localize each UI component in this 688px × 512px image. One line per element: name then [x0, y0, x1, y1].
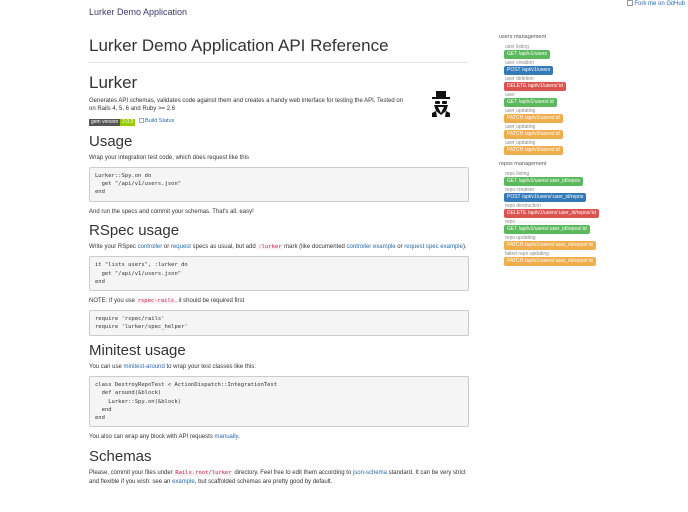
fork-me-link[interactable]	[627, 0, 685, 9]
endpoint-label: user listing	[505, 43, 529, 50]
fork-me-label: Fork me on GitHub	[634, 1, 685, 7]
repos-group-title: repos management	[499, 160, 547, 167]
minitest-heading: Minitest usage	[89, 342, 186, 360]
example-link[interactable]: example	[172, 479, 195, 486]
endpoint-row	[499, 241, 629, 251]
endpoint-link-delete[interactable]: DELETE /api/v1/users/:id	[504, 82, 566, 91]
endpoint-link-post[interactable]: POST /api/v1/users/:user_id/repos	[504, 193, 586, 202]
endpoint-label: repo listing	[505, 170, 530, 177]
text-span: ).	[462, 244, 467, 251]
text-span: directory. Feel free to edit them according to	[232, 470, 353, 477]
require-code-block: require 'rspec/rails' require 'lurker/spec_helper'	[89, 310, 469, 337]
endpoint-row	[499, 66, 629, 76]
text-span: NOTE: If you use	[89, 298, 137, 304]
schemas-text	[89, 469, 469, 487]
text-span: or	[162, 244, 171, 251]
users-group-title: users management	[499, 34, 547, 40]
text-span: , it should be required first	[175, 298, 245, 304]
endpoint-label: repo	[505, 218, 516, 225]
endpoint-link-patch[interactable]: PATCH /api/v1/users/:user_id/repos/:id	[504, 241, 596, 250]
endpoint-row	[499, 225, 629, 235]
endpoint-row	[499, 130, 629, 140]
endpoint-row	[499, 209, 629, 219]
endpoint-label: repo creation	[505, 186, 535, 193]
brand-link[interactable]: Lurker Demo Application	[89, 7, 188, 17]
lurker-mark-code: :lurker	[258, 244, 282, 251]
endpoint-row	[499, 177, 629, 187]
endpoint-row	[499, 146, 629, 156]
controller-example-link[interactable]: controller example	[346, 244, 396, 251]
minitest-around-link[interactable]: minitest-around	[123, 364, 165, 371]
endpoint-row	[499, 82, 629, 92]
rspec-code-block: it "lists users", :lurker do get "/api/v1/users.json" end	[89, 256, 469, 291]
top-navbar	[0, 0, 688, 27]
rspec-rails-code: rspec-rails	[137, 298, 175, 304]
endpoints-sidebar	[499, 33, 629, 267]
build-status-label: Build Status	[145, 118, 175, 125]
rspec-note	[89, 297, 469, 306]
endpoint-link-get[interactable]: GET /api/v1/users/:user_id/repos	[504, 177, 583, 186]
json-schema-link[interactable]: json-schema	[352, 470, 387, 477]
text-span: You can use	[89, 364, 124, 371]
broken-image-icon	[627, 0, 633, 6]
broken-image-icon	[139, 118, 144, 123]
users-endpoint-list	[499, 44, 629, 156]
endpoint-link-get[interactable]: GET /api/v1/users	[504, 50, 550, 59]
minitest-after-text	[89, 433, 469, 442]
lurker-description: Generates API schemas, validates code against them and creates a handy web interface for testing the API. Tested on on Rails 4, 5, 6 and Ruby >= 2.6	[89, 97, 404, 113]
rspec-heading: RSpec usage	[89, 222, 180, 240]
minitest-code-block: class DestroyRepoTest < ActionDispatch::IntegrationTest def around(&block) Lurker::Spy.on(&block) end end	[89, 376, 469, 427]
manually-link[interactable]: manually	[214, 434, 239, 441]
endpoint-link-get[interactable]: GET /api/v1/users/:id	[504, 98, 557, 107]
endpoint-row	[499, 114, 629, 124]
endpoint-link-post[interactable]: POST /api/v1/users	[504, 66, 553, 75]
main-content	[89, 36, 469, 491]
usage-after-text: And run the specs and commit your schemas. That's all, easy!	[89, 208, 254, 215]
minitest-text	[89, 363, 469, 372]
badges	[89, 118, 409, 127]
text-span: Please, commit your files under	[89, 470, 175, 477]
endpoint-link-get[interactable]: GET /api/v1/users/:user_id/repos/:id	[504, 225, 590, 234]
endpoint-label: repo destruction	[505, 202, 541, 209]
gem-version-badge-value: 2.0.0	[122, 118, 134, 125]
text-span: mark (like documented	[282, 244, 347, 251]
endpoint-label: user updating	[505, 107, 536, 114]
text-span: specs as usual, but add	[190, 244, 258, 251]
intro-section	[89, 73, 469, 127]
endpoint-label: user deletion	[505, 75, 534, 82]
text-span: standard. It can be very strict and flexible if you wish: see an	[89, 470, 466, 486]
spy-logo-icon	[431, 91, 451, 117]
text-span: to wrap your test classes like this:	[164, 364, 256, 371]
request-link[interactable]: request	[170, 244, 191, 251]
endpoint-row	[499, 193, 629, 203]
page-title: Lurker Demo Application API Reference	[89, 36, 469, 63]
rspec-text	[89, 243, 469, 252]
group-gap	[499, 156, 629, 160]
gem-version-badge[interactable]	[89, 119, 135, 126]
endpoint-label: repo updating	[505, 234, 536, 241]
endpoint-label: user creation	[505, 59, 534, 66]
endpoint-label: user updating	[505, 139, 536, 146]
endpoint-link-patch[interactable]: PATCH /api/v3/users/:id	[504, 146, 563, 155]
endpoint-row	[499, 50, 629, 60]
text-span: Write your RSpec	[89, 244, 138, 251]
request-spec-example-link[interactable]: request spec example	[404, 244, 463, 251]
rails-root-code: Rails.root/lurker	[175, 470, 232, 477]
endpoint-label: failed repo updating	[505, 250, 549, 257]
gem-version-badge-label: gem version	[91, 118, 119, 125]
build-status-link[interactable]	[139, 118, 174, 124]
usage-code-block: Lurker::Spy.on do get "/api/v1/users.json" end	[89, 167, 469, 202]
repos-endpoint-list	[499, 171, 629, 267]
text-span: You also can wrap any block with API requests	[89, 434, 215, 441]
text-span: .	[238, 434, 240, 441]
endpoint-link-patch[interactable]: PATCH /api/v1/users/:id	[504, 114, 563, 123]
usage-text: Wrap your integration test code, which does request like this	[89, 155, 249, 162]
text-span: , but scaffolded schemas are pretty good by default.	[194, 479, 333, 486]
endpoint-row	[499, 257, 629, 267]
endpoint-row	[499, 98, 629, 108]
lurker-heading: Lurker	[89, 73, 138, 93]
text-span: or	[395, 244, 405, 251]
usage-heading: Usage	[89, 133, 133, 151]
endpoint-label: user updating	[505, 123, 536, 130]
endpoint-link-delete[interactable]: DELETE /api/v1/users/:user_id/repos/:id	[504, 209, 599, 218]
endpoint-link-patch[interactable]: PATCH /api/v2/users/:id	[504, 130, 563, 139]
endpoint-label: user	[505, 91, 515, 98]
controller-link[interactable]: controller	[137, 244, 163, 251]
endpoint-link-patch[interactable]: PATCH /api/v1/users/:user_id/repos/:id	[504, 257, 596, 266]
schemas-heading: Schemas	[89, 448, 152, 466]
